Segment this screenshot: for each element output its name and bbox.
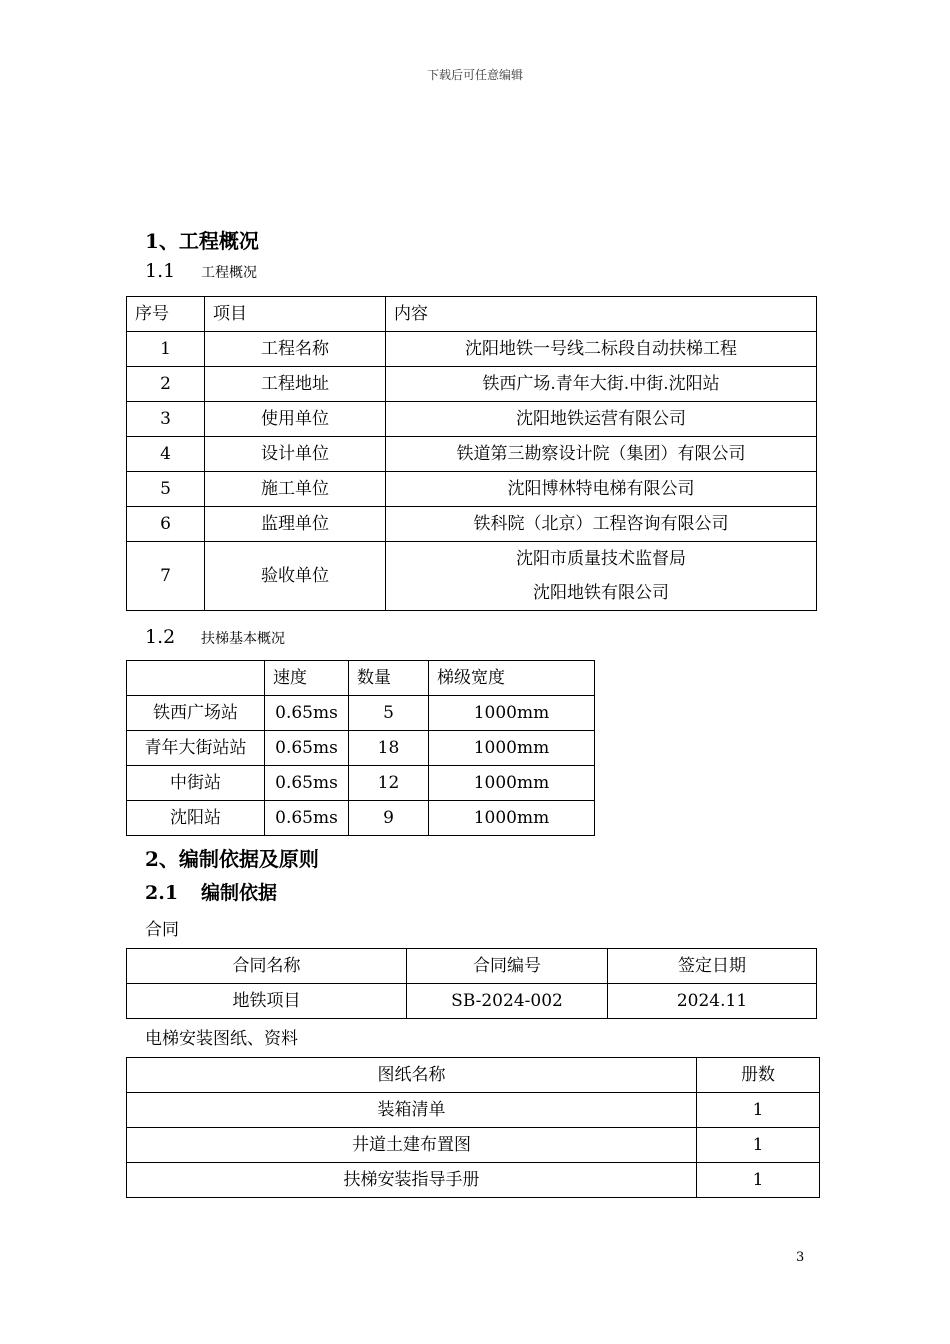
section-1-1-heading (145, 260, 257, 282)
table-cell: 5 (127, 472, 205, 507)
table-cell: 1000mm (429, 696, 595, 731)
table-row (127, 1163, 820, 1198)
section-1-1-title: 工程概况 (201, 265, 257, 281)
header-note: 下载后可任意编辑 (426, 68, 523, 82)
table-row (127, 1128, 820, 1163)
table-cell: 1000mm (429, 766, 595, 801)
table-cell: 0.65ms (265, 766, 349, 801)
header-cell: 序号 (127, 297, 205, 332)
table-cell: 0.65ms (265, 801, 349, 836)
table-cell: 沈阳地铁运营有限公司 (386, 402, 817, 437)
section-2-1-heading (145, 878, 277, 905)
header-cell: 签定日期 (608, 949, 817, 984)
section-1-title: 1、工程概况 (145, 229, 259, 253)
table-cell: 2 (127, 367, 205, 402)
table-row (127, 332, 817, 367)
table-cell: 9 (349, 801, 429, 836)
table-cell: 0.65ms (265, 731, 349, 766)
contract-table (126, 948, 817, 1019)
section-2-title: 2、编制依据及原则 (145, 847, 319, 871)
table-row (127, 367, 817, 402)
table-cell: 地铁项目 (127, 984, 407, 1019)
table-cell: 沈阳博林特电梯有限公司 (386, 472, 817, 507)
table-cell: 3 (127, 402, 205, 437)
section-1-2-title: 扶梯基本概况 (201, 631, 285, 647)
table-cell: 1000mm (429, 801, 595, 836)
table-row (127, 507, 817, 542)
section-2-1-number: 2.1 (145, 882, 179, 904)
section-1-2-number: 1.2 (145, 626, 176, 648)
table-cell: 装箱清单 (127, 1093, 697, 1128)
drawings-label: 电梯安装图纸、资料 (145, 1029, 298, 1049)
table-cell: 工程地址 (205, 367, 386, 402)
header-cell (127, 661, 265, 696)
table-cell: 5 (349, 696, 429, 731)
table-header-row (127, 1058, 820, 1093)
table-cell: 铁西广场.青年大街.中街.沈阳站 (386, 367, 817, 402)
table-cell: 施工单位 (205, 472, 386, 507)
table-row (127, 801, 595, 836)
table-cell: 7 (127, 542, 205, 611)
table-cell: 1 (697, 1128, 820, 1163)
table-row (127, 437, 817, 472)
page-number: 3 (796, 1250, 805, 1265)
table-row (127, 696, 595, 731)
header-cell: 梯级宽度 (429, 661, 595, 696)
table-cell: 使用单位 (205, 402, 386, 437)
table-cell: 铁西广场站 (127, 696, 265, 731)
table-cell: 井道土建布置图 (127, 1128, 697, 1163)
content-line: 沈阳地铁有限公司 (533, 583, 669, 603)
table-cell (386, 542, 817, 611)
section-2-1-title: 编制依据 (201, 882, 278, 904)
table-cell: 中街站 (127, 766, 265, 801)
table-cell: 1 (697, 1163, 820, 1198)
header-cell: 合同名称 (127, 949, 407, 984)
table-cell: 扶梯安装指导手册 (127, 1163, 697, 1198)
header-cell: 合同编号 (407, 949, 608, 984)
content-line: 沈阳市质量技术监督局 (516, 549, 686, 569)
table-header-row (127, 949, 817, 984)
table-cell: 沈阳站 (127, 801, 265, 836)
table-cell: 监理单位 (205, 507, 386, 542)
table-row (127, 542, 817, 611)
table-header-row (127, 297, 817, 332)
table-row (127, 731, 595, 766)
table-row (127, 1093, 820, 1128)
table-cell: 设计单位 (205, 437, 386, 472)
table-cell: 青年大街站站 (127, 731, 265, 766)
contract-label: 合同 (145, 920, 179, 940)
table-row (127, 402, 817, 437)
table-row (127, 472, 817, 507)
table-cell: 0.65ms (265, 696, 349, 731)
escalator-overview-table (126, 660, 595, 836)
table-cell: 12 (349, 766, 429, 801)
header-cell: 项目 (205, 297, 386, 332)
table-row (127, 766, 595, 801)
section-1-1-number: 1.1 (145, 260, 176, 282)
table-cell: 1 (127, 332, 205, 367)
drawings-table (126, 1057, 820, 1198)
table-cell: 1 (697, 1093, 820, 1128)
header-cell: 数量 (349, 661, 429, 696)
section-1-2-heading (145, 626, 285, 648)
table-cell: SB-2024-002 (407, 984, 608, 1019)
table-header-row (127, 661, 595, 696)
table-cell: 铁道第三勘察设计院（集团）有限公司 (386, 437, 817, 472)
table-cell: 6 (127, 507, 205, 542)
table-cell: 工程名称 (205, 332, 386, 367)
header-cell: 图纸名称 (127, 1058, 697, 1093)
table-cell: 沈阳地铁一号线二标段自动扶梯工程 (386, 332, 817, 367)
table-cell: 4 (127, 437, 205, 472)
table-row (127, 984, 817, 1019)
header-cell: 册数 (697, 1058, 820, 1093)
table-cell: 18 (349, 731, 429, 766)
table-cell: 铁科院（北京）工程咨询有限公司 (386, 507, 817, 542)
table-cell: 验收单位 (205, 542, 386, 611)
header-cell: 内容 (386, 297, 817, 332)
project-overview-table (126, 296, 817, 611)
table-cell: 1000mm (429, 731, 595, 766)
header-cell: 速度 (265, 661, 349, 696)
table-cell: 2024.11 (608, 984, 817, 1019)
